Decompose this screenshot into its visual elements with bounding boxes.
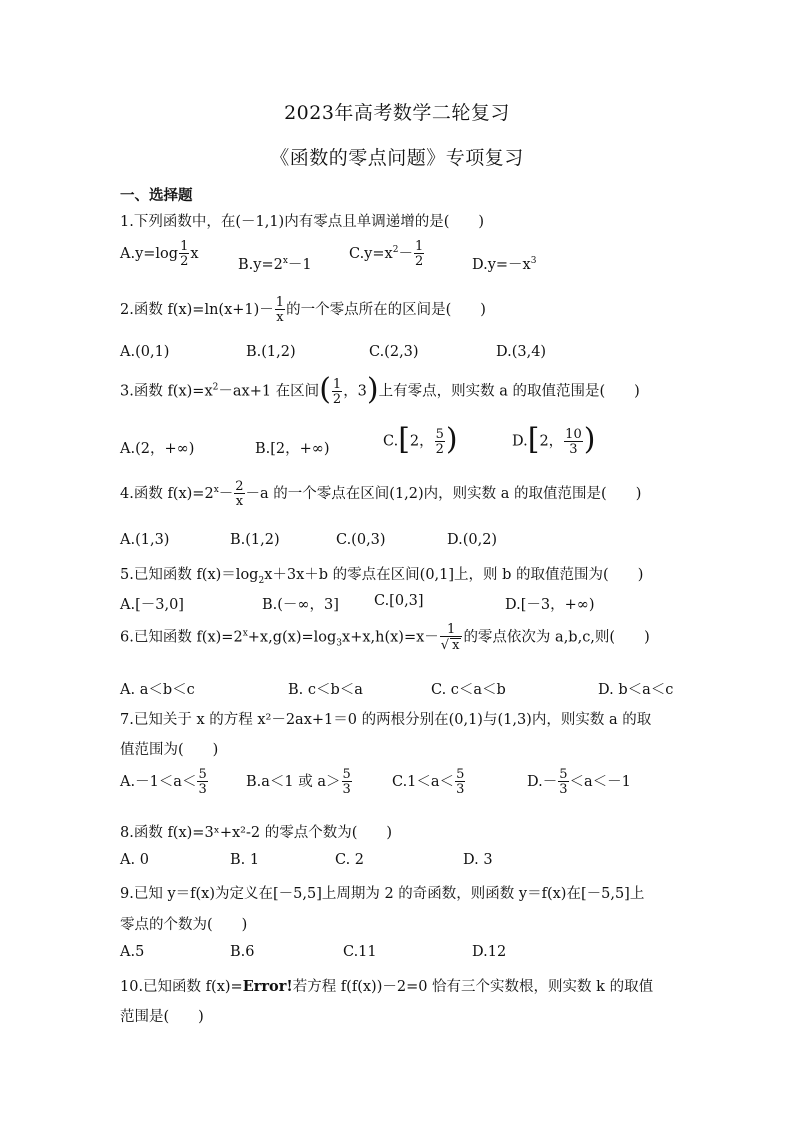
q5-option-c: C.[0,3] [374, 593, 424, 609]
question-5-stem: 5.已知函数 $f(x)=\log_2x+3x+b$ 的零点在区间(0,1]上，则 b 的取值范围为( ) [120, 567, 644, 586]
q1-option-c: $C.y=x^2-$ $\frac{1}{2}$ [349, 239, 424, 269]
q1-option-d: $D.y=-x^3$ [472, 256, 537, 273]
question-10-line-2: 范围是( ) [120, 1009, 204, 1025]
q6-option-c: C. c＜a＜b [431, 682, 506, 698]
question-4-stem: 4.函数 $f(x)=2^x-$ $\frac{2}{x}$ －a 的一个零点在区间(1,2)内，则实数 a 的取值范围是( ) [120, 479, 642, 509]
q6-option-a: A. a＜b＜c [120, 682, 195, 698]
question-9-line-2: 零点的个数为( ) [120, 917, 248, 933]
q8-option-d: D. 3 [463, 852, 493, 868]
q6-option-b: B. c＜b＜a [288, 682, 363, 698]
q9-option-c: C.11 [343, 944, 377, 960]
q7-option-a: A.－1＜a＜ $\frac{5}{3}$ [120, 767, 207, 797]
question-9-line-1: 9.已知 y＝f(x)为定义在[－5,5]上周期为 2 的奇函数，则函数 y＝f(x)在[－5,5]上 [120, 886, 645, 902]
q2-option-c: C.(2,3) [369, 344, 419, 360]
q5-option-d: D.[－3，+∞) [505, 597, 595, 613]
page-title: 2023年高考数学二轮复习 [284, 102, 510, 124]
q3-option-d: D.[2， $\frac{10}{3}$ ) [512, 422, 596, 457]
q3-option-b: B.[2，+∞) [255, 441, 330, 457]
section-heading: 一、选择题 [120, 187, 193, 204]
q8-option-b: B. 1 [230, 852, 260, 868]
q8-option-c: C. 2 [335, 852, 365, 868]
question-10-line-1: 10.已知函数 f(x)=Error!若方程 f(f(x))－2=0 恰有三个实数根，则实数 k 的取值 [120, 978, 654, 995]
q4-option-c: C.(0,3) [336, 532, 386, 548]
q7-option-d: D.－ $\frac{5}{3}$ ＜a＜－1 [527, 767, 631, 797]
question-7-line-2: 值范围为( ) [120, 742, 219, 758]
q4-option-a: A.(1,3) [120, 532, 170, 548]
q7-option-b: B.a＜1 或 a＞ $\frac{5}{3}$ [246, 767, 351, 797]
q9-option-a: A.5 [120, 944, 145, 960]
page-subtitle: 《函数的零点问题》专项复习 [270, 147, 524, 169]
q9-option-b: B.6 [230, 944, 255, 960]
q2-option-b: B.(1,2) [246, 344, 296, 360]
q9-option-d: D.12 [472, 944, 507, 960]
error-text: Error! [242, 978, 293, 995]
q6-option-d: D. b＜a＜c [598, 682, 674, 698]
q5-option-b: B.(－∞，3] [262, 597, 339, 613]
q2-option-d: D.(3,4) [496, 344, 547, 360]
q4-option-d: D.(0,2) [447, 532, 498, 548]
question-2-stem: 2.函数 f(x)=ln(x+1)－ $\frac{1}{x}$ 的一个零点所在的区间是( ) [120, 295, 486, 325]
q4-option-b: B.(1,2) [230, 532, 280, 548]
q1-option-b: $B.y=2^x-1$ [238, 256, 312, 273]
q3-option-a: A.(2，+∞) [120, 441, 195, 457]
q2-option-a: A.(0,1) [120, 344, 170, 360]
q1-option-a: A.y=log $\frac{1}{2}$ x [120, 239, 199, 269]
question-7-line-1: 7.已知关于 x 的方程 x²－2ax+1＝0 的两根分别在(0,1)与(1,3)内，则实数 a 的取 [120, 712, 652, 728]
q7-option-c: C.1＜a＜ $\frac{5}{3}$ [392, 767, 465, 797]
q5-option-a: A.[－3,0] [120, 597, 184, 613]
question-3-stem: 3.函数 $f(x)=x^2-ax+1$ 在区间( $\frac{1}{2}$ ，3)上有零点，则实数 a 的取值范围是( ) [120, 372, 640, 407]
q8-option-a: A. 0 [120, 852, 149, 868]
question-1-stem: 1.下列函数中，在(－1,1)内有零点且单调递增的是( ) [120, 214, 485, 230]
question-6-stem: 6.已知函数 $f(x)=2^x+x,g(x)=\log_3x+x,h(x)=x-$ $\frac{1}{√ x}$ 的零点依次为 a,b,c,则( ) [120, 622, 650, 653]
question-8-stem: 8.函数 f(x)=3ˣ+x²-2 的零点个数为( ) [120, 825, 393, 841]
q3-option-c: C.[2， $\frac{5}{2}$ ) [383, 422, 458, 457]
